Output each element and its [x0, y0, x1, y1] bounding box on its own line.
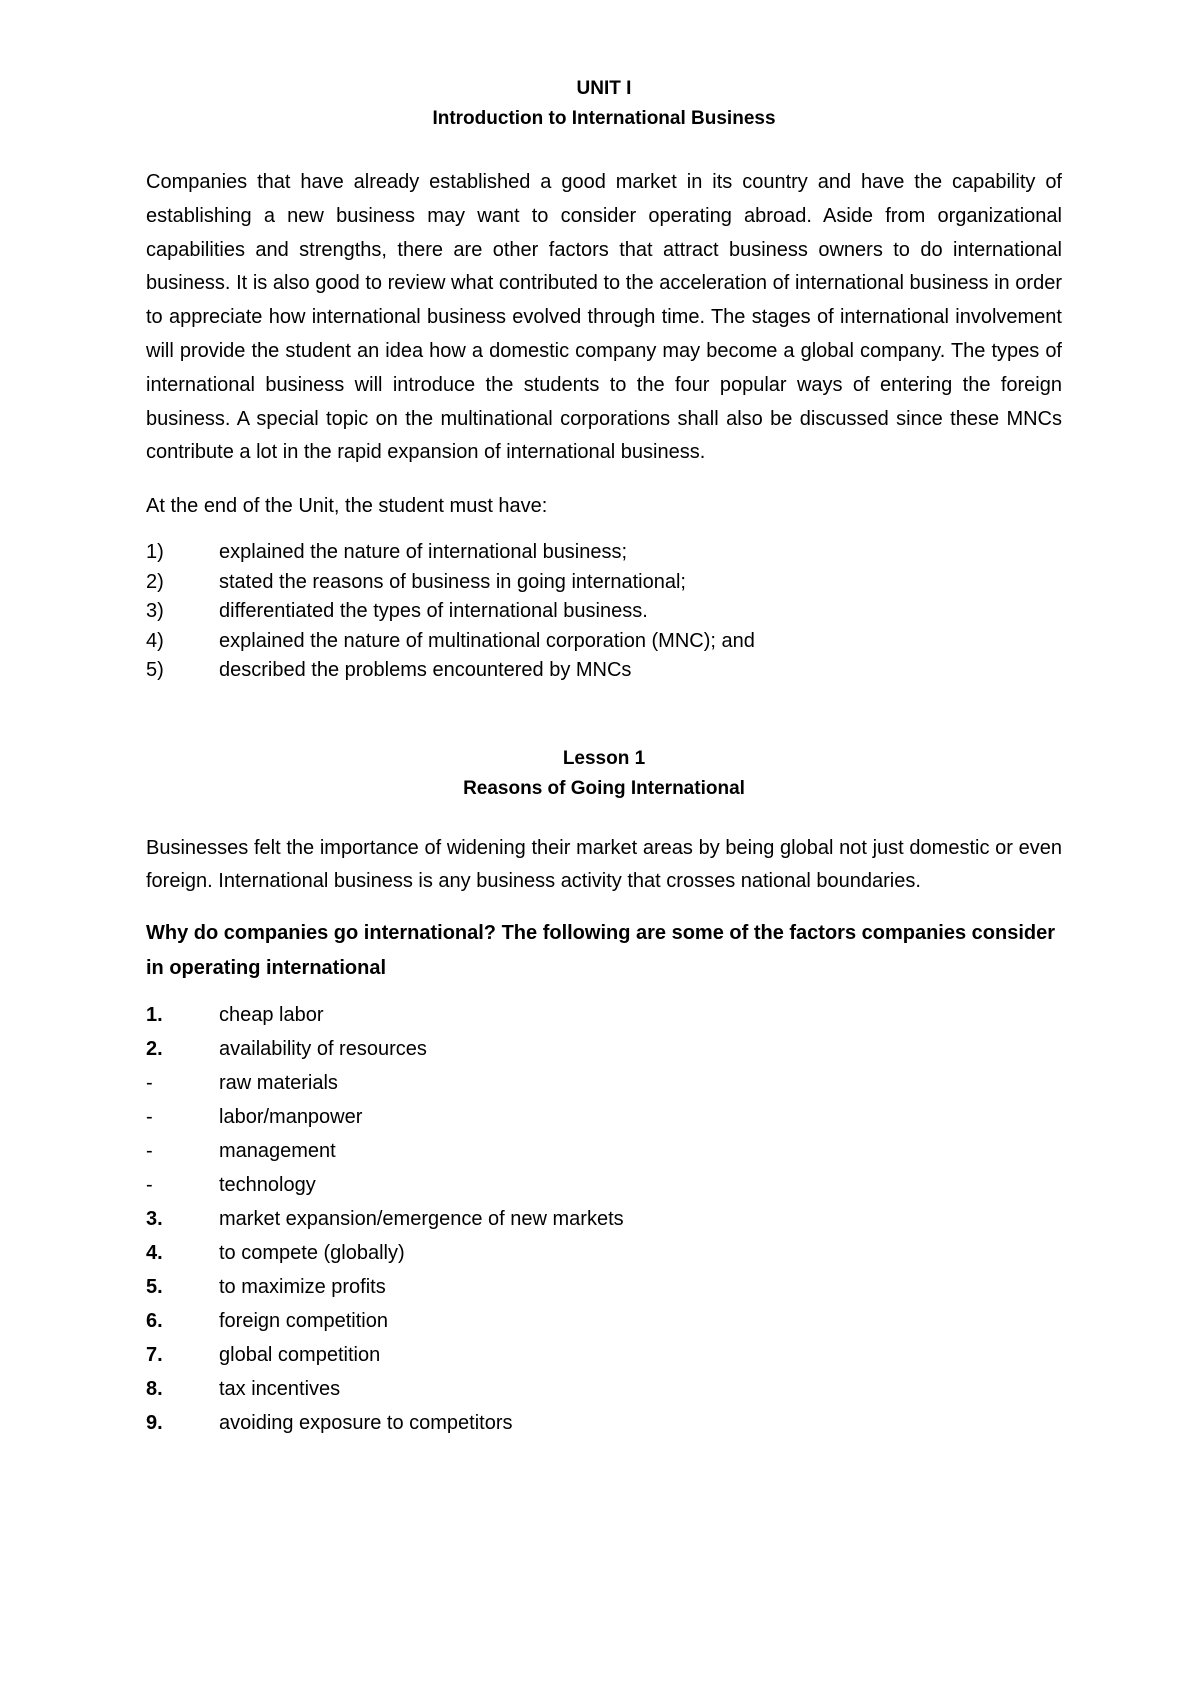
- unit-header: [146, 74, 1062, 134]
- factor-item: [146, 1270, 1062, 1304]
- factor-item: [146, 1032, 1062, 1066]
- lesson-label: Lesson 1: [562, 747, 646, 769]
- factor-number: 3.: [146, 1207, 163, 1230]
- objective-number: 5): [146, 659, 164, 682]
- factor-number: 8.: [146, 1377, 163, 1400]
- factor-bullet: -: [146, 1173, 153, 1196]
- objectives-intro: At the end of the Unit, the student must have:: [146, 495, 548, 518]
- objective-item: [146, 656, 1062, 686]
- factor-item: [146, 1338, 1062, 1372]
- objective-number: 1): [146, 541, 164, 564]
- factors-list: [146, 998, 1062, 1440]
- factor-subitem: [146, 1066, 1062, 1100]
- objective-text: described the problems encountered by MNCs: [219, 659, 632, 682]
- factor-text: raw materials: [219, 1071, 338, 1094]
- factor-text: to maximize profits: [219, 1275, 386, 1298]
- factor-item: [146, 998, 1062, 1032]
- factor-text: cheap labor: [219, 1003, 324, 1026]
- objective-number: 2): [146, 570, 164, 593]
- factor-subitem: [146, 1168, 1062, 1202]
- factor-item: [146, 1304, 1062, 1338]
- factor-subitem: [146, 1100, 1062, 1134]
- factor-number: 6.: [146, 1309, 163, 1332]
- lesson-header: [146, 744, 1062, 804]
- factor-bullet: -: [146, 1071, 153, 1094]
- factor-number: 7.: [146, 1343, 163, 1366]
- factor-bullet: -: [146, 1105, 153, 1128]
- objectives-list: [146, 538, 1062, 686]
- factor-number: 5.: [146, 1275, 163, 1298]
- objective-item: [146, 538, 1062, 568]
- factor-text: foreign competition: [219, 1309, 388, 1332]
- objective-item: [146, 597, 1062, 627]
- factor-text: to compete (globally): [219, 1241, 405, 1264]
- lesson-question: Why do companies go international? The following are some of the factors companies consider in operating international: [146, 922, 1056, 979]
- factor-text: market expansion/emergence of new markets: [219, 1207, 624, 1230]
- factor-number: 9.: [146, 1411, 163, 1434]
- objective-item: [146, 568, 1062, 598]
- factor-text: global competition: [219, 1343, 381, 1366]
- lesson-paragraph: Businesses felt the importance of widening their market areas by being global not just domestic or even foreign. International business is any business activity that crosses national boundaries.: [146, 836, 1062, 893]
- factor-text: management: [219, 1139, 336, 1162]
- factor-item: [146, 1406, 1062, 1440]
- unit-title: Introduction to International Business: [432, 108, 776, 129]
- factor-number: 2.: [146, 1037, 163, 1060]
- factor-item: [146, 1202, 1062, 1236]
- objective-text: stated the reasons of business in going international;: [219, 570, 686, 593]
- objective-text: differentiated the types of international business.: [219, 600, 648, 623]
- factor-bullet: -: [146, 1139, 153, 1162]
- factor-text: avoiding exposure to competitors: [219, 1411, 513, 1434]
- factor-item: [146, 1236, 1062, 1270]
- lesson-title: Reasons of Going International: [463, 777, 745, 799]
- factor-text: labor/manpower: [219, 1105, 363, 1128]
- factor-number: 1.: [146, 1003, 163, 1026]
- objective-number: 4): [146, 629, 164, 652]
- unit-label: UNIT I: [576, 78, 632, 99]
- factor-text: tax incentives: [219, 1377, 341, 1400]
- factor-item: [146, 1372, 1062, 1406]
- factor-subitem: [146, 1134, 1062, 1168]
- factor-text: availability of resources: [219, 1037, 427, 1060]
- objective-number: 3): [146, 600, 164, 623]
- factor-text: technology: [219, 1173, 316, 1196]
- objective-text: explained the nature of multinational corporation (MNC); and: [219, 629, 755, 652]
- factor-number: 4.: [146, 1241, 163, 1264]
- objective-item: [146, 627, 1062, 657]
- objective-text: explained the nature of international business;: [219, 541, 628, 564]
- intro-paragraph: Companies that have already established a good market in its country and have the capability of establishing a new business may want to consider operating abroad. Aside from organizational capabilities and strengths, there are other factors that attract business owners to do international business. It is also good to review what contributed to the acceleration of international business in order to appreciate how international business evolved through time. The stages of international involvement will provide the student an idea how a domestic company may become a global company. The types of international business will introduce the students to the four popular ways of entering the foreign business. A special topic on the multinational corporations shall also be discussed since these MNCs contribute a lot in the rapid expansion of international business.: [146, 171, 1062, 464]
